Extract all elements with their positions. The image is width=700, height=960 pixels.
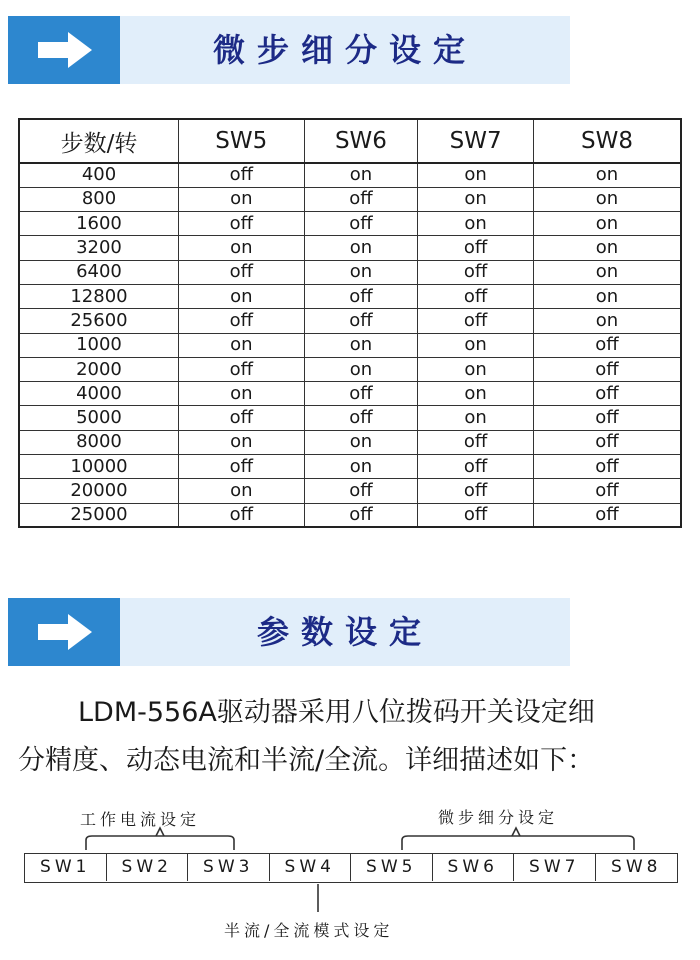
cell-switch-state: off — [533, 406, 681, 430]
header-steps: 步数/转 — [19, 119, 178, 163]
cell-steps: 8000 — [19, 430, 178, 454]
cell-switch-state: off — [304, 309, 418, 333]
switch-sw4: SW4 — [270, 854, 352, 881]
cell-switch-state: off — [418, 284, 534, 308]
cell-switch-state: off — [418, 455, 534, 479]
cell-switch-state: off — [178, 503, 304, 527]
cell-switch-state: on — [533, 236, 681, 260]
cell-steps: 25000 — [19, 503, 178, 527]
cell-switch-state: on — [418, 357, 534, 381]
cell-switch-state: off — [533, 333, 681, 357]
cell-steps: 6400 — [19, 260, 178, 284]
section-title-params: 参数设定 — [256, 613, 433, 651]
cell-switch-state: off — [533, 357, 681, 381]
cell-switch-state: off — [178, 455, 304, 479]
header-sw6: SW6 — [304, 119, 418, 163]
cell-switch-state: on — [304, 163, 418, 187]
cell-switch-state: on — [304, 430, 418, 454]
switch-sw7: SW7 — [514, 854, 596, 881]
cell-switch-state: on — [533, 212, 681, 236]
cell-switch-state: on — [418, 163, 534, 187]
cell-switch-state: off — [533, 430, 681, 454]
cell-steps: 5000 — [19, 406, 178, 430]
cell-switch-state: on — [304, 236, 418, 260]
cell-switch-state: off — [304, 187, 418, 211]
cell-switch-state: on — [178, 430, 304, 454]
switch-sw5: SW5 — [351, 854, 433, 881]
cell-switch-state: on — [178, 382, 304, 406]
header-sw8: SW8 — [533, 119, 681, 163]
cell-switch-state: on — [418, 212, 534, 236]
cell-switch-state: off — [178, 357, 304, 381]
cell-switch-state: off — [418, 479, 534, 503]
description-line-2: 分精度、动态电流和半流/全流。详细描述如下： — [18, 745, 595, 776]
header-sw5: SW5 — [178, 119, 304, 163]
cell-steps: 1600 — [19, 212, 178, 236]
cell-steps: 4000 — [19, 382, 178, 406]
cell-steps: 12800 — [19, 284, 178, 308]
cell-switch-state: on — [304, 333, 418, 357]
cell-switch-state: off — [178, 260, 304, 284]
switch-sw1: SW1 — [25, 854, 107, 881]
cell-switch-state: on — [178, 479, 304, 503]
cell-switch-state: on — [178, 333, 304, 357]
description-line-1: LDM-556A驱动器采用八位拨码开关设定细 — [78, 697, 595, 728]
cell-switch-state: on — [304, 357, 418, 381]
cell-switch-state: off — [304, 382, 418, 406]
cell-steps: 3200 — [19, 236, 178, 260]
cell-switch-state: off — [533, 455, 681, 479]
microstep-setting-label: 微步细分设定 — [438, 808, 559, 827]
cell-switch-state: on — [418, 187, 534, 211]
cell-switch-state: off — [304, 503, 418, 527]
cell-switch-state: on — [533, 187, 681, 211]
cell-switch-state: on — [533, 163, 681, 187]
section-title-microstep: 微步细分设定 — [212, 31, 477, 69]
cell-switch-state: off — [533, 479, 681, 503]
cell-switch-state: off — [533, 382, 681, 406]
cell-switch-state: off — [418, 430, 534, 454]
cell-switch-state: off — [418, 309, 534, 333]
cell-switch-state: off — [418, 236, 534, 260]
dip-switch-bar — [24, 853, 678, 883]
cell-switch-state: on — [418, 406, 534, 430]
switch-sw3: SW3 — [188, 854, 270, 881]
cell-switch-state: on — [304, 260, 418, 284]
cell-switch-state: off — [418, 503, 534, 527]
cell-switch-state: on — [178, 187, 304, 211]
switch-sw8: SW8 — [611, 857, 662, 877]
cell-switch-state: off — [178, 163, 304, 187]
cell-steps: 10000 — [19, 455, 178, 479]
cell-switch-state: on — [533, 284, 681, 308]
cell-switch-state: off — [304, 406, 418, 430]
cell-steps: 25600 — [19, 309, 178, 333]
header-sw7: SW7 — [418, 119, 534, 163]
cell-steps: 20000 — [19, 479, 178, 503]
cell-steps: 800 — [19, 187, 178, 211]
half-full-current-label: 半流/全流模式设定 — [224, 921, 394, 940]
switch-sw2: SW2 — [107, 854, 189, 881]
cell-switch-state: off — [304, 479, 418, 503]
cell-switch-state: on — [418, 333, 534, 357]
cell-steps: 2000 — [19, 357, 178, 381]
cell-switch-state: on — [178, 284, 304, 308]
cell-switch-state: off — [178, 309, 304, 333]
cell-switch-state: on — [304, 455, 418, 479]
switch-sw6: SW6 — [433, 854, 515, 881]
cell-switch-state: off — [533, 503, 681, 527]
cell-switch-state: off — [178, 212, 304, 236]
cell-switch-state: off — [178, 406, 304, 430]
cell-switch-state: on — [418, 382, 534, 406]
cell-switch-state: off — [304, 212, 418, 236]
cell-switch-state: off — [304, 284, 418, 308]
cell-steps: 1000 — [19, 333, 178, 357]
cell-steps: 400 — [19, 163, 178, 187]
cell-switch-state: on — [178, 236, 304, 260]
cell-switch-state: off — [418, 260, 534, 284]
cell-switch-state: on — [533, 260, 681, 284]
cell-switch-state: on — [533, 309, 681, 333]
current-setting-label: 工作电流设定 — [80, 810, 201, 829]
